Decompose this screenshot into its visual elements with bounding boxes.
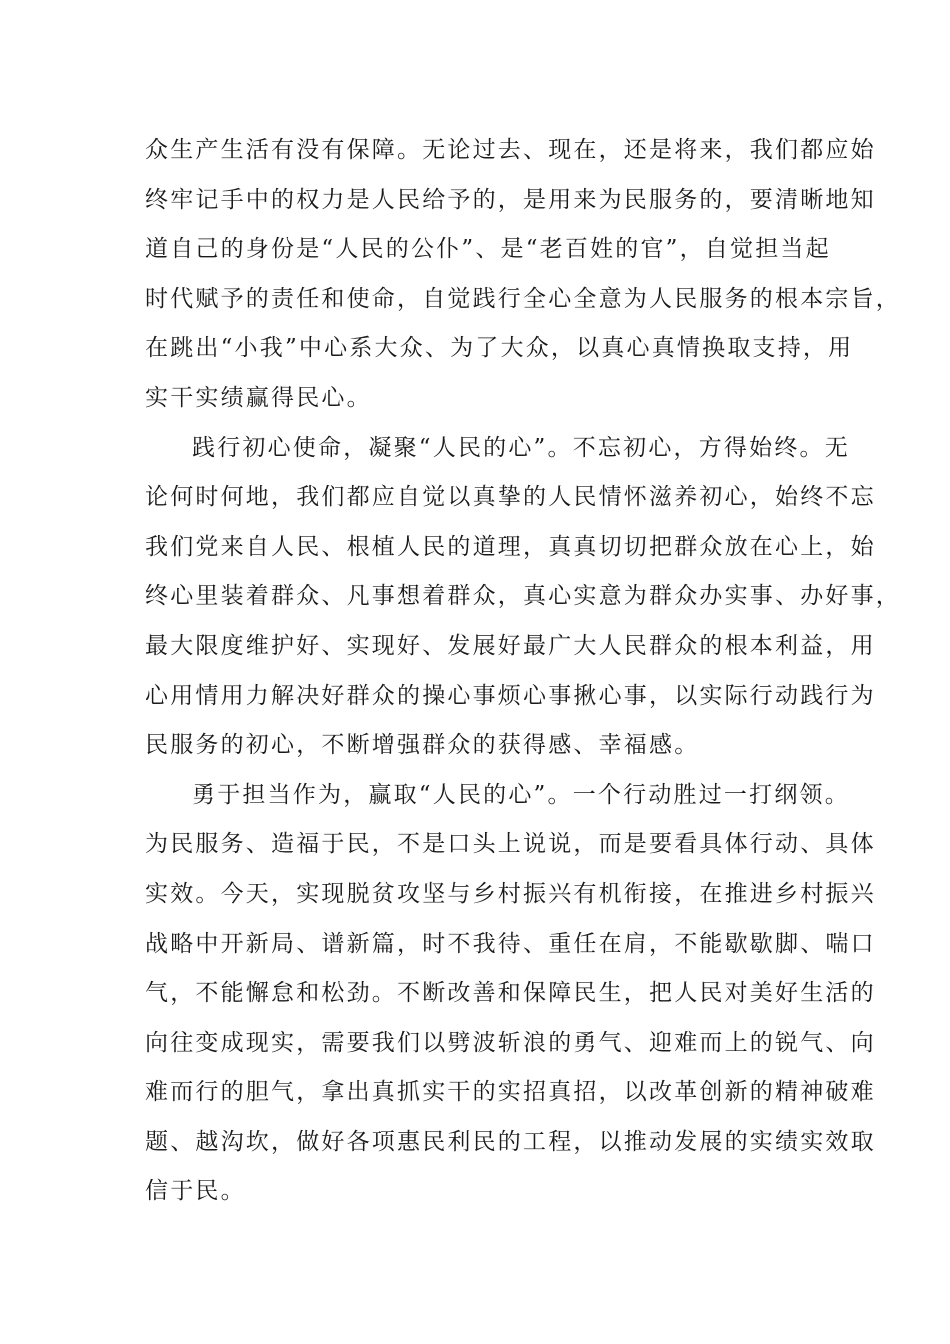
text-line: 题、越沟坎，做好各项惠民利民的工程，以推动发展的实绩实效取 (145, 1128, 876, 1155)
paragraph-1 (145, 126, 901, 424)
text-line: 勇于担当作为，赢取“人民的心”。一个行动胜过一打纲领。 (192, 781, 850, 808)
document-body (145, 126, 901, 1217)
text-line: 论何时何地，我们都应自觉以真挚的人民情怀滋养初心，始终不忘 (145, 484, 876, 511)
text-line: 心用情用力解决好群众的操心事烦心事揪心事，以实际行动践行为 (145, 682, 876, 709)
paragraph-3 (145, 771, 876, 1217)
text-line: 实干实绩赢得民心。 (145, 384, 372, 411)
text-line: 我们党来自人民、根植人民的道理，真真切切把群众放在心上，始 (145, 533, 876, 560)
text-line: 民服务的初心，不断增强群众的获得感、幸福感。 (145, 732, 700, 759)
text-line: 众生产生活有没有保障。无论过去、现在，还是将来，我们都应始 (145, 137, 876, 163)
paragraph-2 (145, 424, 901, 771)
text-line: 终心里装着群众、凡事想着群众，真心实意为群众办实事、办好事， (145, 583, 901, 610)
text-line: 终牢记手中的权力是人民给予的，是用来为民服务的，要清晰地知 (145, 186, 876, 213)
text-line: 时代赋予的责任和使命，自觉践行全心全意为人民服务的根本宗旨， (145, 285, 901, 312)
text-line: 难而行的胆气，拿出真抓实干的实招真招，以改革创新的精神破难 (145, 1079, 876, 1106)
text-line: 在跳出“小我”中心系大众、为了大众，以真心真情换取支持，用 (145, 335, 854, 362)
text-line: 向往变成现实，需要我们以劈波斩浪的勇气、迎难而上的锐气、向 (145, 1029, 876, 1056)
text-line: 道自己的身份是“人民的公仆”、是“老百姓的官”，自觉担当起 (145, 236, 831, 263)
text-line: 践行初心使命，凝聚“人民的心”。不忘初心，方得始终。无 (192, 434, 850, 461)
text-line: 战略中开新局、谱新篇，时不我待、重任在肩，不能歇歇脚、喘口 (145, 930, 876, 957)
text-line: 最大限度维护好、实现好、发展好最广大人民群众的根本利益，用 (145, 632, 876, 659)
text-line: 为民服务、造福于民，不是口头上说说，而是要看具体行动、具体 (145, 831, 876, 858)
text-line: 气，不能懈怠和松劲。不断改善和保障民生，把人民对美好生活的 (145, 980, 876, 1007)
text-line: 实效。今天，实现脱贫攻坚与乡村振兴有机衔接，在推进乡村振兴 (145, 880, 876, 907)
text-line: 信于民。 (145, 1178, 246, 1205)
